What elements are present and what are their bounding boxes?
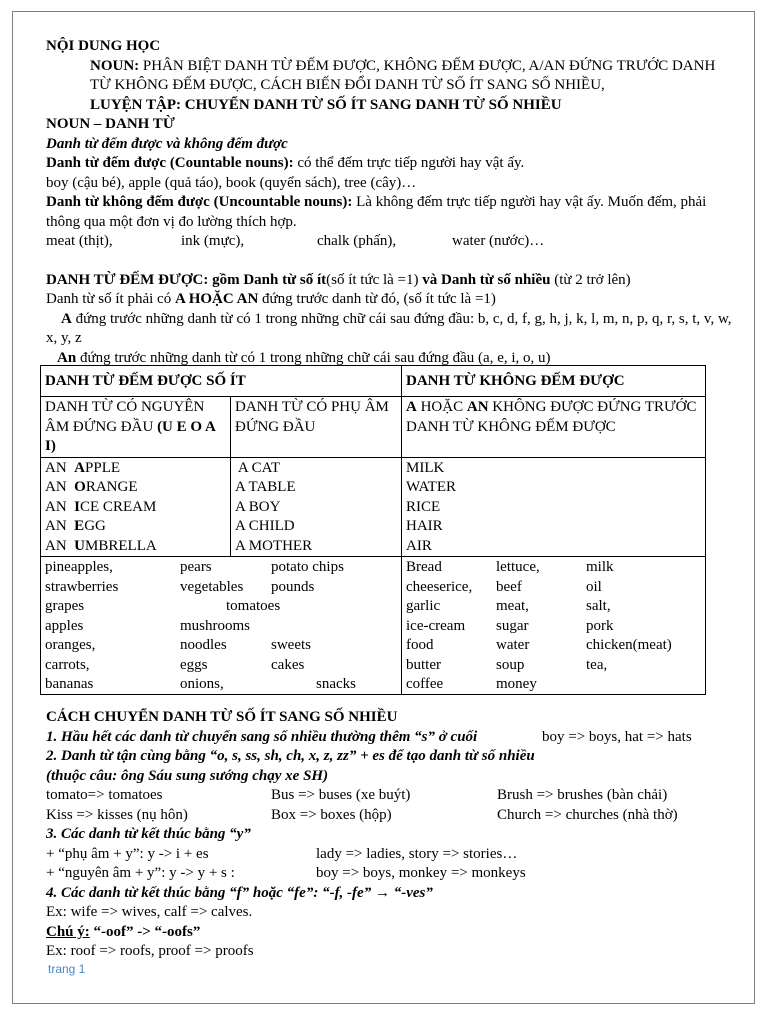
table-header-uncountable: DANH TỪ KHÔNG ĐẾM ĐƯỢC (402, 366, 706, 397)
plural-noun-word: carrots, (45, 656, 90, 673)
list-item: A CHILD (235, 518, 295, 534)
countable-definition: Danh từ đếm được (Countable nouns): có thể đếm trực tiếp người hay vật ấy. (46, 155, 525, 171)
uncountable-noun-word: cheeserice, (406, 578, 473, 595)
plural-noun-word: pineapples, (45, 559, 113, 575)
uncountable-noun-word: tea, (586, 656, 608, 673)
list-item: WATER (406, 479, 456, 495)
uncountable-noun-word: pork (586, 617, 614, 634)
uncountable-noun-word: salt, (586, 598, 611, 614)
note-example: Ex: roof => roofs, proof => proofs (46, 943, 254, 959)
uncountable-noun-word: food (406, 637, 434, 653)
uncountable-noun-word: soup (496, 656, 525, 673)
countable-summary: DANH TỪ ĐẾM ĐƯỢC: gồm Danh từ số ít(số ít tức là =1) và Danh từ số nhiều (từ 2 trở lên) (46, 271, 631, 288)
a-examples-cell (231, 457, 402, 557)
a-rule: A đứng trước những danh từ có 1 trong những chữ cái sau đứng đầu: b, c, d, f, g, h, j, k, l, m, n, p, q, r, s, t, v, w, x, y, z (46, 310, 732, 346)
noun-summary: NOUN: PHÂN BIỆT DANH TỪ ĐẾM ĐƯỢC, KHÔNG ĐẾM ĐƯỢC, A/AN ĐỨNG TRƯỚC DANH TỪ KHÔNG ĐẾM ĐƯỢC, CÁCH BIẾN ĐỔI DANH TỪ SỐ ÍT SANG SỐ NHIỀU, (90, 57, 716, 93)
list-item: A MOTHER (235, 537, 313, 554)
uncountable-noun-word: coffee (406, 676, 444, 692)
uncountable-definition: Danh từ không đếm được (Uncountable nouns): Là không đếm trực tiếp người hay vật ấy. Muốn đếm, phải thông qua một đơn vị đo lường thích hợp. (46, 194, 707, 230)
practice-title: LUYỆN TẬP: CHUYỂN DANH TỪ SỐ ÍT SANG DANH TỪ SỐ NHIỀU (90, 96, 562, 113)
uncountable-noun-word: sugar (496, 617, 529, 634)
uncountable-noun-word: meat, (496, 598, 529, 614)
plural-rules-section (46, 708, 736, 962)
list-item: AN APPLE (45, 459, 121, 476)
singular-rule: Danh từ số ít phải có A HOẶC AN đứng trước danh từ đó, (số ít tức là =1) (46, 291, 496, 307)
plural-noun-word: bananas (45, 676, 94, 692)
list-item: HAIR (406, 518, 443, 534)
uncountable-noun-word: oil (586, 578, 602, 595)
an-rule: An đứng trước những danh từ có 1 trong những chữ cái sau đứng đầu (a, e, i, o, u) (57, 349, 551, 366)
document-body (46, 37, 736, 368)
plural-noun-word: snacks (316, 676, 356, 692)
an-examples-cell (41, 457, 231, 557)
uncountable-noun-word: water (496, 637, 530, 653)
plural-noun-word: grapes (45, 598, 85, 614)
noun-table (40, 365, 706, 695)
uncountable-examples: meat (thịt), ink (mực), chalk (phấn), water (nước)… (46, 233, 545, 249)
rule-3-examples-row: + “nguyên âm + y”: y -> y + s : boy => boys, monkey => monkeys (46, 865, 526, 881)
list-item: AN ICE CREAM (45, 498, 157, 515)
plural-noun-word: pounds (271, 578, 315, 595)
plural-noun-word: apples (45, 617, 84, 634)
uncountable-noun-word: lettuce, (496, 559, 540, 575)
plural-heading: CÁCH CHUYỂN DANH TỪ SỐ ÍT SANG SỐ NHIỀU (46, 709, 398, 725)
rule-2: 2. Danh từ tận cùng bằng “o, s, ss, sh, ch, x, z, zz” + es để tạo danh từ số nhiều (46, 748, 535, 764)
rule-2-examples-row: Kiss => kisses (nụ hôn) Box => boxes (hộp) Church => churches (nhà thờ) (46, 806, 678, 823)
plural-noun-word: pears (180, 559, 212, 575)
list-item: AN EGG (45, 518, 106, 534)
plural-noun-word: eggs (180, 656, 208, 673)
plural-noun-word: tomatoes (226, 598, 281, 614)
uncountable-noun-word: milk (586, 559, 614, 575)
plural-noun-word: sweets (271, 637, 311, 653)
note: Chú ý: “-oof” -> “-oofs” (46, 923, 201, 940)
uncountable-subheader: A HOẶC AN KHÔNG ĐƯỢC ĐỨNG TRƯỚC DANH TỪ KHÔNG ĐẾM ĐƯỢC (402, 397, 706, 458)
consonant-subheader: DANH TỪ CÓ PHỤ ÂM ĐỨNG ĐẦU (231, 397, 402, 458)
uncountable-words-cell (402, 557, 706, 695)
plural-noun-word: oranges, (45, 637, 96, 653)
noun-subheading: Danh từ đếm được và không đếm được (46, 135, 288, 152)
uncountable-noun-word: Bread (406, 559, 442, 575)
list-item: A BOY (235, 498, 281, 515)
plural-noun-word: vegetables (180, 578, 244, 595)
noun-heading: NOUN – DANH TỪ (46, 116, 175, 132)
vowel-subheader: DANH TỪ CÓ NGUYÊN ÂM ĐỨNG ĐẦU (U E O A I) (41, 397, 231, 458)
list-item: AIR (406, 537, 432, 554)
uncountable-noun-word: money (496, 676, 537, 692)
rule-3-examples-row: + “phụ âm + y”: y -> i + es lady => ladies, story => stories… (46, 845, 518, 862)
list-item: RICE (406, 498, 441, 515)
plural-nouns-cell (41, 557, 402, 695)
section-title: NỘI DUNG HỌC (46, 38, 161, 54)
rule-4-example: Ex: wife => wives, calf => calves. (46, 904, 253, 920)
plural-noun-word: onions, (180, 676, 224, 692)
uncountable-noun-word: butter (406, 656, 441, 673)
rule-4: 4. Các danh từ kết thúc bằng “f” hoặc “fe”: “-f, -fe” → “-ves” (46, 884, 433, 901)
list-item: A CAT (235, 459, 281, 476)
list-item: AN UMBRELLA (45, 537, 157, 554)
plural-noun-word: strawberries (45, 578, 119, 595)
rule-1: 1. Hầu hết các danh từ chuyển sang số nhiều thường thêm “s” ở cuối boy => boys, hat => hats (46, 728, 692, 745)
list-item: MILK (406, 459, 445, 476)
list-item: AN ORANGE (45, 479, 138, 495)
plural-noun-word: potato chips (271, 559, 344, 575)
plural-noun-word: noodles (180, 637, 227, 653)
uncountable-examples-cell (402, 457, 706, 557)
list-item: A TABLE (235, 479, 296, 495)
plural-noun-word: mushrooms (180, 617, 251, 634)
uncountable-noun-word: beef (496, 578, 522, 595)
page-number: trang 1 (48, 962, 86, 976)
rule-2-examples-row: tomato=> tomatoes Bus => buses (xe buýt) Brush => brushes (bàn chải) (46, 787, 668, 803)
rule-2-note: (thuộc câu: ông Sáu sung sướng chạy xe SH) (46, 767, 329, 784)
uncountable-noun-word: ice-cream (406, 617, 466, 634)
uncountable-noun-word: garlic (406, 598, 441, 614)
plural-noun-word: cakes (271, 656, 305, 673)
table-header-countable: DANH TỪ ĐẾM ĐƯỢC SỐ ÍT (41, 366, 402, 397)
countable-examples: boy (cậu bé), apple (quả táo), book (quyển sách), tree (cây)… (46, 174, 417, 191)
rule-3: 3. Các danh từ kết thúc bằng “y” (46, 826, 251, 842)
uncountable-noun-word: chicken(meat) (586, 637, 672, 653)
